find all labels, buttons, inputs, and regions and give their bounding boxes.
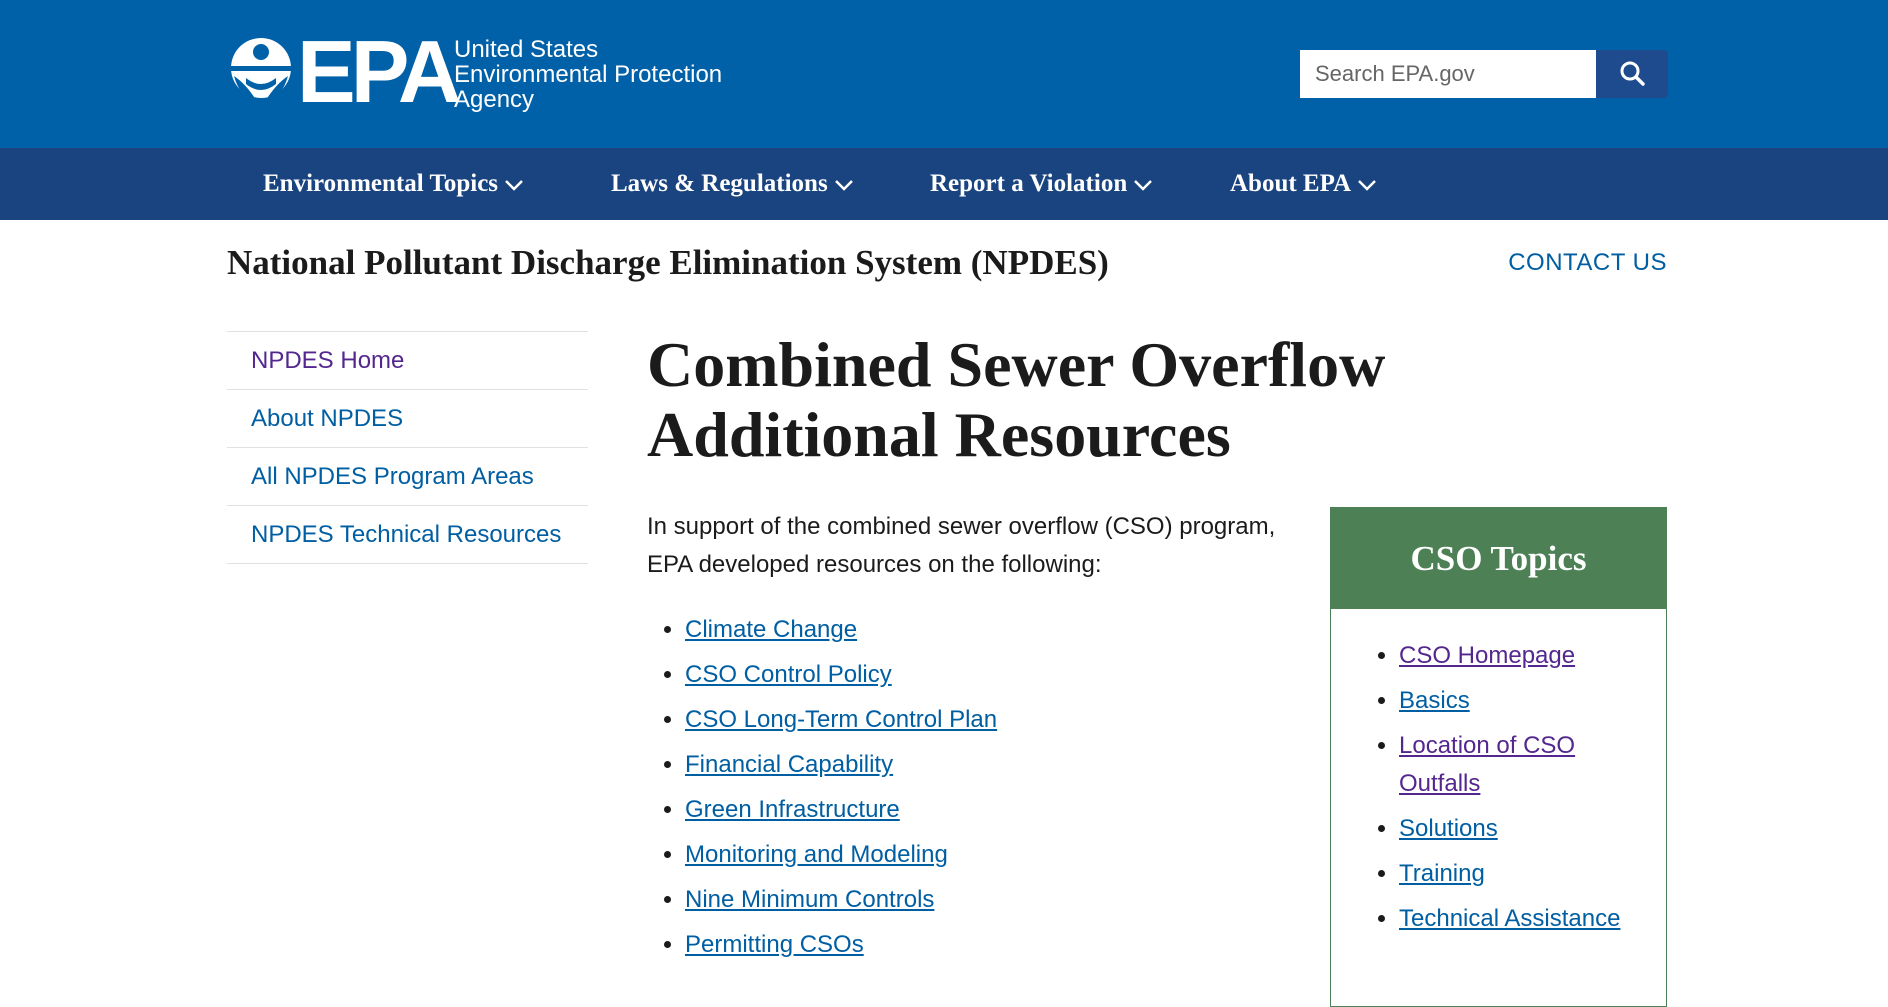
intro-paragraph: In support of the combined sewer overflow (CSO) program, EPA developed resources on the following:	[647, 513, 1276, 578]
cso-topics-list	[1331, 609, 1666, 938]
epa-seal-icon	[226, 38, 296, 110]
sidebar-item-npdes-home[interactable]: NPDES Home	[227, 331, 588, 389]
list-item	[685, 787, 997, 832]
topic-link-basics[interactable]: Basics	[1399, 687, 1470, 714]
nav-about-epa[interactable]	[1230, 148, 1377, 220]
topic-link-technical-assistance[interactable]: Technical Assistance	[1399, 905, 1621, 932]
agency-name	[454, 37, 722, 112]
search-button[interactable]	[1596, 50, 1668, 98]
list-item	[1399, 637, 1646, 675]
nav-label: Environmental Topics	[263, 170, 499, 197]
list-item	[685, 742, 997, 787]
resource-link-monitoring-modeling[interactable]: Monitoring and Modeling	[685, 841, 948, 868]
search-icon	[1619, 60, 1645, 86]
list-item	[685, 697, 997, 742]
epa-wordmark: EPA	[297, 22, 457, 121]
list-item	[685, 877, 997, 922]
list-item	[1399, 900, 1646, 938]
nav-label: Laws & Regulations	[611, 170, 828, 197]
page-title-line-2: Additional Resources	[647, 399, 1231, 470]
sidebar-item-technical-resources[interactable]: NPDES Technical Resources	[227, 505, 588, 564]
topic-link-training[interactable]: Training	[1399, 860, 1485, 887]
resource-link-permitting-csos[interactable]: Permitting CSOs	[685, 931, 864, 958]
page-title	[647, 330, 1447, 470]
list-item	[1399, 682, 1646, 720]
chevron-down-icon	[1133, 178, 1153, 192]
page-title-line-1: Combined Sewer Overflow	[647, 329, 1386, 400]
resource-link-financial-capability[interactable]: Financial Capability	[685, 751, 894, 778]
resource-link-nine-minimum-controls[interactable]: Nine Minimum Controls	[685, 886, 935, 913]
resource-link-long-term-control-plan[interactable]: CSO Long-Term Control Plan	[685, 706, 998, 733]
nav-laws-regulations[interactable]	[611, 148, 854, 220]
topic-link-location-outfalls[interactable]: Location of CSO Outfalls	[1399, 732, 1576, 797]
chevron-down-icon	[504, 178, 524, 192]
nav-report-violation[interactable]	[930, 148, 1153, 220]
topic-link-cso-homepage[interactable]: CSO Homepage	[1399, 642, 1576, 669]
agency-line-1: United States	[454, 36, 599, 63]
agency-line-2: Environmental Protection	[454, 61, 723, 88]
list-item	[685, 652, 997, 697]
list-item	[685, 922, 997, 967]
nav-label: About EPA	[1230, 170, 1352, 197]
chevron-down-icon	[834, 178, 854, 192]
list-item	[1399, 855, 1646, 893]
sidebar-nav	[227, 331, 588, 564]
list-item	[685, 607, 997, 652]
cso-topics-box	[1330, 507, 1667, 1007]
topic-link-solutions[interactable]: Solutions	[1399, 815, 1498, 842]
agency-line-3: Agency	[454, 86, 535, 113]
epa-logo[interactable]	[226, 22, 766, 121]
site-section-title: National Pollutant Discharge Elimination System (NPDES)	[227, 243, 1109, 282]
sidebar-item-program-areas[interactable]: All NPDES Program Areas	[227, 447, 588, 505]
site-header	[0, 0, 1888, 148]
list-item	[1399, 810, 1646, 848]
nav-label: Report a Violation	[930, 170, 1128, 197]
list-item	[1399, 727, 1646, 803]
resource-list	[647, 607, 997, 967]
chevron-down-icon	[1357, 178, 1377, 192]
list-item	[685, 832, 997, 877]
nav-environmental-topics[interactable]	[263, 148, 524, 220]
search-input[interactable]	[1300, 50, 1596, 98]
main-nav	[0, 148, 1888, 220]
resource-link-green-infrastructure[interactable]: Green Infrastructure	[685, 796, 900, 823]
contact-us-link[interactable]: CONTACT US	[1508, 249, 1667, 276]
resource-link-climate-change[interactable]: Climate Change	[685, 616, 858, 643]
sidebar-item-about-npdes[interactable]: About NPDES	[227, 389, 588, 447]
cso-topics-heading: CSO Topics	[1331, 508, 1666, 609]
resource-link-cso-control-policy[interactable]: CSO Control Policy	[685, 661, 892, 688]
